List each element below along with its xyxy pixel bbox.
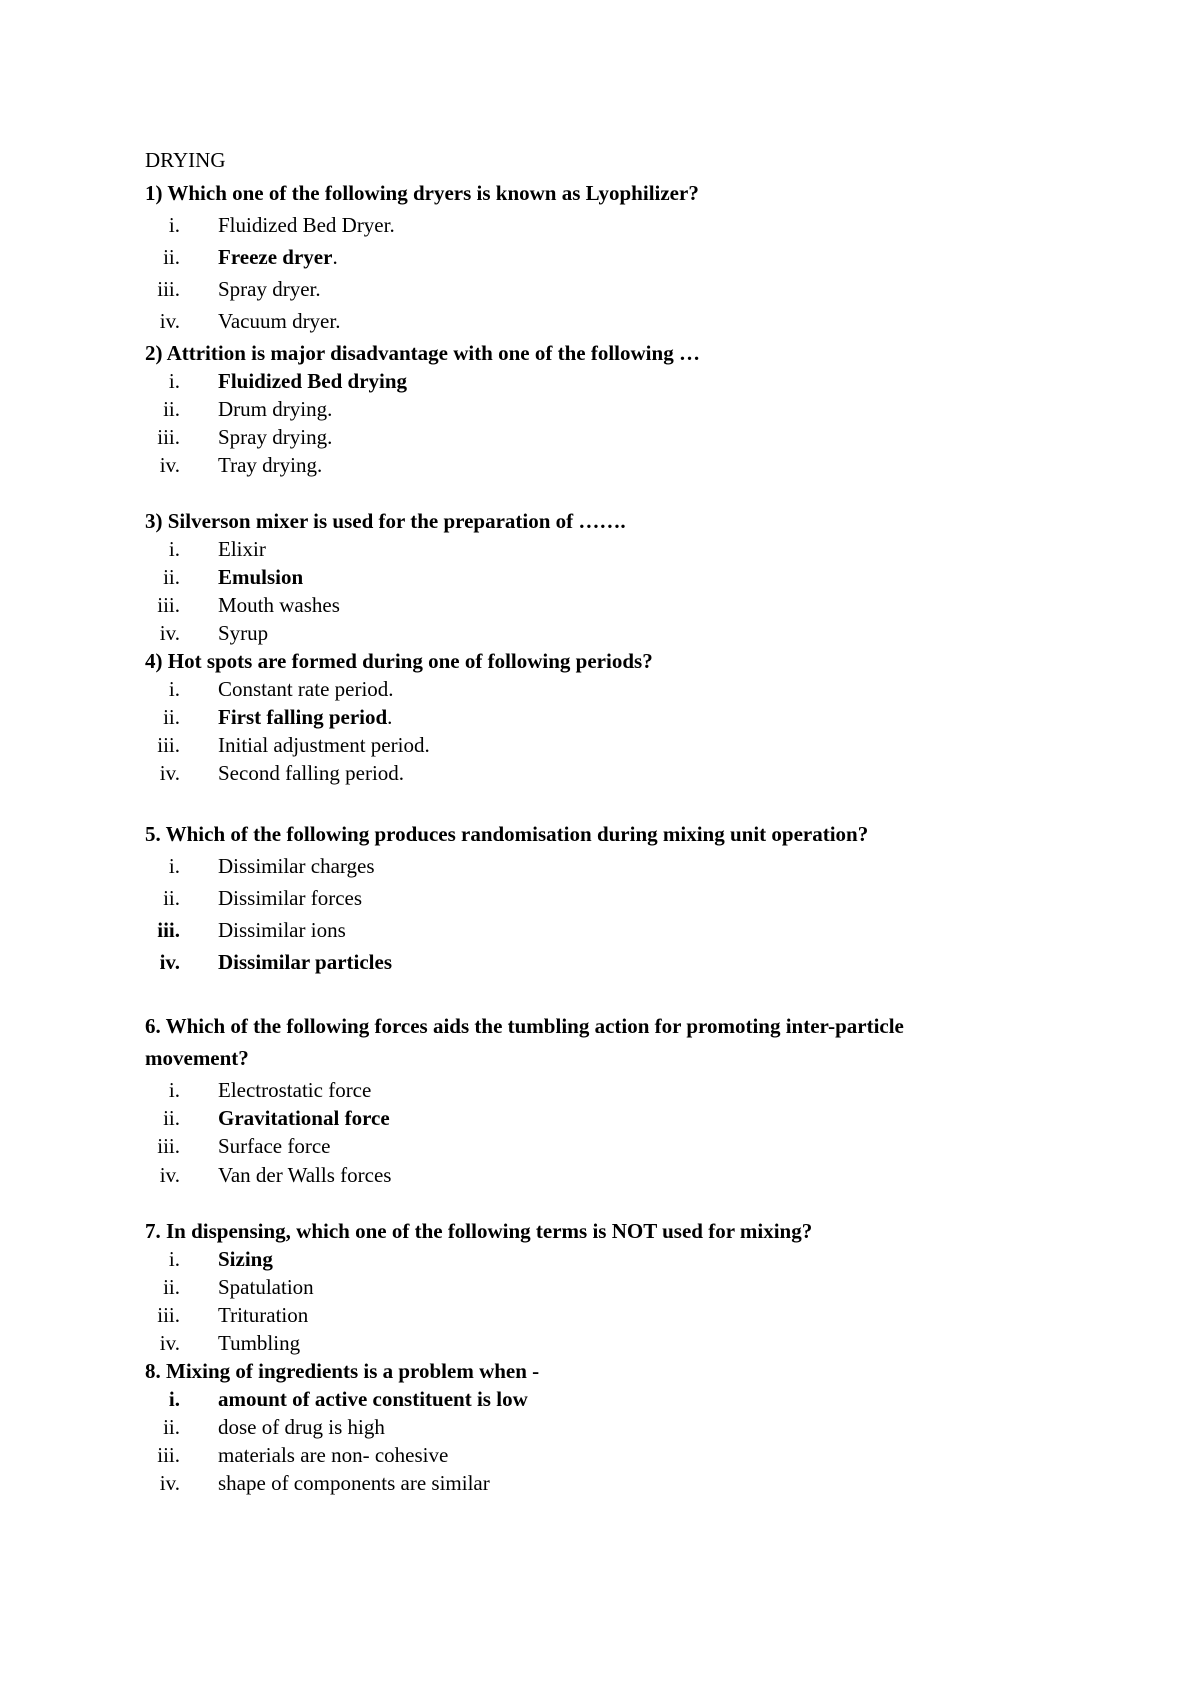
answer-text: Sizing — [218, 1247, 273, 1271]
answer-text: First falling period — [218, 705, 388, 729]
question-5: 5. Which of the following produces randomisation during mixing unit operation? — [145, 822, 869, 846]
question-4: 4) Hot spots are formed during one of following periods? — [145, 649, 653, 673]
question-8: 8. Mixing of ingredients is a problem when - — [145, 1359, 540, 1383]
answer-text: Dissimilar particles — [218, 950, 393, 974]
question-6-line-1: 6. Which of the following forces aids the tumbling action for promoting inter-particle — [145, 1014, 904, 1038]
answer-text: Gravitational force — [218, 1106, 390, 1130]
question-2: 2) Attrition is major disadvantage with one of the following … — [145, 341, 700, 365]
question-1: 1) Which one of the following dryers is known as Lyophilizer? — [145, 181, 699, 205]
page-title: DRYING — [145, 148, 226, 172]
answer-text: Fluidized Bed drying — [218, 369, 408, 393]
question-7: 7. In dispensing, which one of the following terms is NOT used for mixing? — [145, 1219, 813, 1243]
answer-text: Emulsion — [218, 565, 304, 589]
document-page: DRYING 1) Which one of the following dryers is known as Lyophilizer? i. Fluidized Bed Dryer. ii. Freeze dryer. iii. Spray dryer. iv. Vacuum dryer. 2) Attrition is major disadvantage with one of the following … i. Fluidized Bed drying ii. Drum drying. iii. Spray drying. iv. Tray drying. 3) Silverson mixer is used for the preparation of ……. i. Elixir ii. Emulsion iii. Mouth washes iv. Syrup 4) Hot spots are formed during one of following periods? i. Constant rate period. ii. First falling period. iii. Initial adjustment period. iv. Second falling period. 5. Which of the following produces randomisation during mixing unit operation? i. Dissimilar charges ii. Dissimilar forces iii. Dissimilar ions iv. Dissimilar particles 6. Which of the following forces aids the tumbling action for promoting inter-particle movement? i. Electrostatic force ii. Gravitational force iii. Surface force iv. Van der Walls forces 7. In dispensing, which one of the following terms is NOT used for mixing? i. Sizing ii. Spatulation iii. Trituration iv. Tumbling 8. Mixing of ingredients is a problem when - i. amount of active constituent is low ii. dose of drug is high iii. materials are non- cohesive iv. shape of components are similar — [145, 148, 904, 1495]
question-3: 3) Silverson mixer is used for the preparation of ……. — [145, 509, 626, 533]
question-6-line-2: movement? — [145, 1046, 249, 1070]
answer-text: Freeze dryer — [218, 245, 333, 269]
answer-text: amount of active constituent is low — [218, 1387, 528, 1411]
